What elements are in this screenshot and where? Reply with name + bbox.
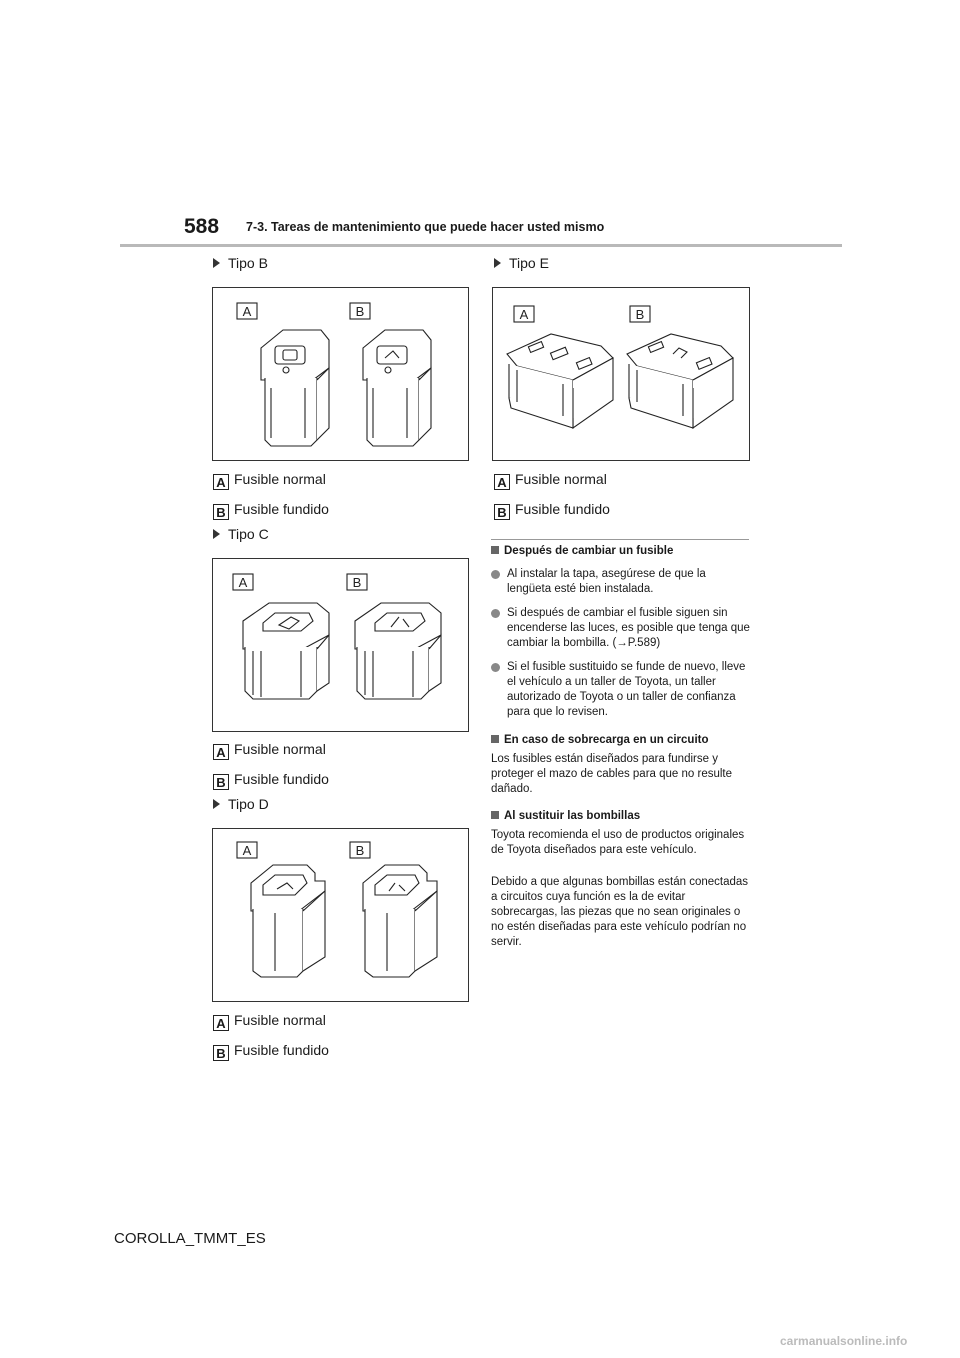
legend-item-a: [213, 740, 326, 758]
figure-label-b: B: [355, 843, 365, 858]
section-title: 7-3. Tareas de mantenimiento que puede hacer usted mismo: [246, 220, 605, 234]
page-number: 588: [184, 215, 220, 238]
note-paragraph: Debido a que algunas bombillas están conectadas a circuitos cuya función es la de evitar sobrecargas, las piezas que no sean originales o no estén diseñadas para este vehículo podrían no servir.: [491, 876, 749, 948]
circle-bullet-icon: [491, 609, 500, 618]
badge-a: A: [213, 474, 229, 490]
legend-item-a: [213, 470, 326, 488]
arrow-icon: [213, 799, 220, 809]
legend-item-b: [213, 500, 329, 518]
type-d-heading: [213, 796, 269, 812]
type-c-heading: [213, 526, 269, 542]
note-bullet: [491, 660, 753, 720]
type-e-heading: [494, 255, 549, 271]
figure-label-a: A: [242, 304, 252, 319]
note-bullet-text: Si el fusible sustituido se funde de nuevo, lleve el vehículo a un taller de Toyota, un taller autorizado de Toyota o un taller de confianza para que lo revisen.: [507, 661, 746, 718]
note-paragraph: Toyota recomienda el uso de productos originales de Toyota diseñados para este vehículo.: [491, 829, 745, 856]
arrow-icon: [213, 258, 220, 268]
arrow-icon: [494, 258, 501, 268]
badge-b: B: [213, 1045, 229, 1061]
legend-item-a: [213, 1011, 326, 1029]
square-bullet-icon: [491, 811, 499, 819]
type-b-heading: [213, 255, 268, 271]
notes-divider: [491, 539, 749, 540]
arrow-icon: [213, 529, 220, 539]
badge-a: A: [213, 1015, 229, 1031]
type-b-label: Tipo B: [228, 255, 268, 271]
legend-text: Fusible normal: [234, 1012, 326, 1028]
figure-label-b: B: [352, 575, 362, 590]
square-bullet-icon: [491, 735, 499, 743]
note-bullet: [491, 606, 753, 651]
note-heading-replacing-bulbs: [491, 810, 640, 822]
legend-text: Fusible fundido: [234, 501, 329, 517]
badge-a: A: [494, 474, 510, 490]
fuse-type-c-figure: [212, 558, 469, 732]
fuse-type-b-figure: [212, 287, 469, 461]
note-bullet-text: Si después de cambiar el fusible siguen sin encenderse las luces, es posible que tenga que cambiar la bombilla. (→P.589): [507, 607, 750, 649]
fuse-type-b-illustration: [213, 288, 468, 460]
circle-bullet-icon: [491, 663, 500, 672]
figure-label-a: A: [242, 843, 252, 858]
type-c-label: Tipo C: [228, 526, 269, 542]
legend-item-b: [213, 1041, 329, 1059]
footer-doc-id: COROLLA_TMMT_ES: [114, 1230, 266, 1247]
fuse-type-e-figure: [492, 287, 750, 461]
fuse-type-e-illustration: [493, 288, 749, 460]
note-heading-text: Después de cambiar un fusible: [504, 545, 674, 557]
note-heading-text: Al sustituir las bombillas: [504, 810, 641, 822]
note-bullet: [491, 567, 753, 597]
type-e-label: Tipo E: [509, 255, 549, 271]
legend-text: Fusible fundido: [234, 1042, 329, 1058]
watermark: carmanualsonline.info: [780, 1334, 908, 1348]
note-paragraph: Los fusibles están diseñados para fundirse y proteger el mazo de cables para que no resulte dañado.: [491, 753, 733, 795]
figure-label-a: A: [238, 575, 248, 590]
legend-item-a: [494, 470, 607, 488]
badge-a: A: [213, 744, 229, 760]
note-heading-after-fuse-change: [491, 545, 673, 557]
legend-item-b: [494, 500, 610, 518]
fuse-type-d-illustration: [213, 829, 468, 1001]
legend-item-b: [213, 770, 329, 788]
badge-b: B: [213, 504, 229, 520]
figure-label-a: A: [519, 307, 529, 322]
legend-text: Fusible normal: [234, 741, 326, 757]
legend-text: Fusible fundido: [234, 771, 329, 787]
note-heading-text: En caso de sobrecarga en un circuito: [504, 734, 709, 746]
note-heading-circuit-overload: [491, 734, 709, 746]
legend-text: Fusible normal: [515, 471, 607, 487]
circle-bullet-icon: [491, 570, 500, 579]
note-bullet-text: Al instalar la tapa, asegúrese de que la lengüeta esté bien instalada.: [507, 568, 706, 595]
type-d-label: Tipo D: [228, 796, 269, 812]
legend-text: Fusible normal: [234, 471, 326, 487]
badge-b: B: [494, 504, 510, 520]
header-divider: [120, 244, 842, 247]
square-bullet-icon: [491, 546, 499, 554]
legend-text: Fusible fundido: [515, 501, 610, 517]
figure-label-b: B: [355, 304, 365, 319]
fuse-type-d-figure: [212, 828, 469, 1002]
fuse-type-c-illustration: [213, 559, 468, 731]
figure-label-b: B: [635, 307, 645, 322]
badge-b: B: [213, 774, 229, 790]
